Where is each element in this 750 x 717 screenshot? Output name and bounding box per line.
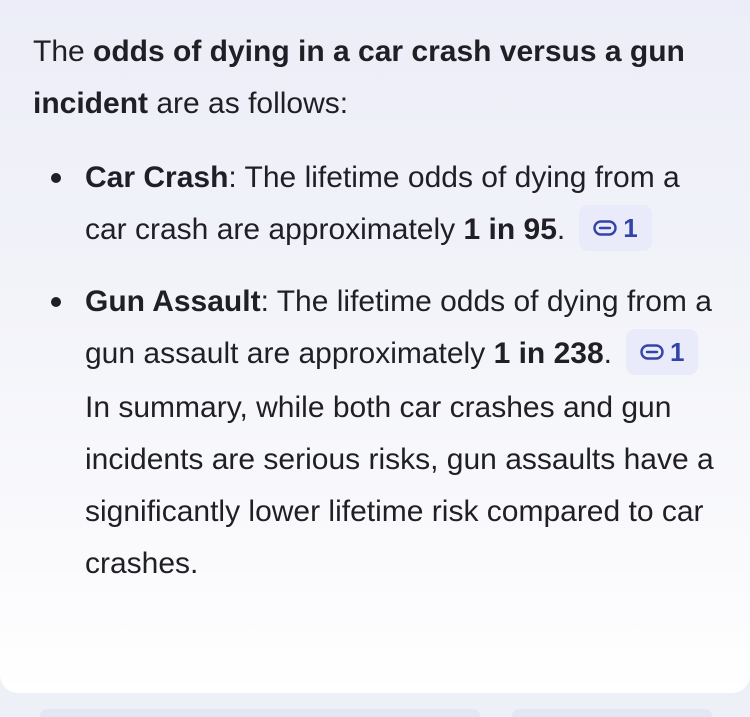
citation-button[interactable] [579, 205, 651, 251]
link-icon [640, 344, 664, 360]
item-text: : The lifetime odds of dying from a gun assault are approximately [85, 285, 712, 370]
intro-bold: odds of dying in a car crash versus a gun incident [33, 35, 685, 120]
citation-button[interactable] [626, 329, 698, 375]
intro-prefix: The [33, 35, 94, 68]
item-value: 1 in 238 [493, 337, 604, 370]
citation-number: 1 [623, 213, 638, 244]
summary-paragraph: In summary, while both car crashes and gun incidents are serious risks, gun assaults have a significantly lower lifetime risk compared to car crashes. [85, 391, 714, 580]
list-item-car-crash [33, 152, 723, 256]
item-term: Car Crash [85, 161, 229, 194]
item-after: . [603, 337, 612, 370]
item-text: : The lifetime odds of dying from a car crash are approximately [85, 161, 680, 246]
item-after: . [556, 213, 566, 246]
citation-number: 1 [669, 337, 685, 368]
intro-suffix: are as follows: [148, 87, 349, 120]
odds-list [33, 152, 723, 380]
action-bar-hint [512, 709, 712, 717]
message-content [33, 26, 723, 590]
list-item-gun-assault [33, 276, 723, 380]
item-term: Gun Assault [85, 285, 261, 318]
link-icon [593, 220, 617, 236]
bullet-dot [51, 173, 61, 183]
input-bar-hint [40, 709, 480, 717]
bullet-dot [51, 297, 61, 307]
item-value: 1 in 95 [463, 213, 557, 246]
intro-paragraph [33, 26, 723, 130]
